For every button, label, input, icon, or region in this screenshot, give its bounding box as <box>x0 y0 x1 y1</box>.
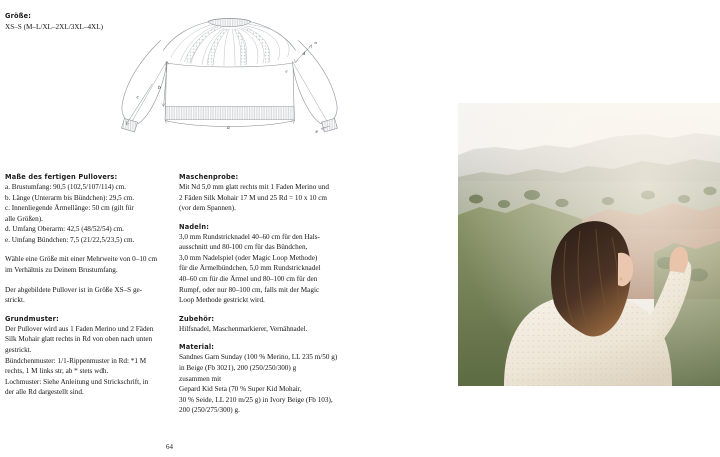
schematic-label-e2: e <box>285 68 288 74</box>
ease-note-line-2: im Verhältnis zu Deinem Brustumfang. <box>5 266 118 275</box>
needles-block <box>179 223 349 306</box>
photo-earring <box>619 277 622 280</box>
measurement-e: e. Umfang Bündchen: 7,5 (21/22,5/23,5) cm. <box>5 235 135 244</box>
needles-line-1: 3,0 mm Rundstricknadel 40–60 cm für den Hals- <box>179 232 320 241</box>
pattern-line-3: gestrickt. <box>5 345 32 354</box>
material-line-6: 200 (250/275/300) g. <box>179 406 240 415</box>
product-photo <box>458 103 720 386</box>
pattern-line-7: der alle Rd dargestellt sind. <box>5 388 84 397</box>
pattern-line-2: Silk Mohair glatt rechts in Rd von oben nach unten <box>5 335 153 344</box>
measurements-heading: Maße des fertigen Pullovers: <box>5 173 118 181</box>
pattern-block <box>5 315 171 398</box>
measurement-d: d. Umfang Oberarm: 42,5 (48/52/54) cm. <box>5 225 124 234</box>
measurement-b: b. Länge (Unterarm bis Bündchen): 29,5 cm. <box>5 193 135 202</box>
needles-line-5: 40–60 cm für die Ärmel und 80–100 cm für den <box>179 275 318 284</box>
material-line-5: 30 % Seide, LL 210 m/25 g) in Ivory Beige (Fb 103), <box>179 395 333 404</box>
schematic-label-e: e <box>315 128 318 135</box>
material-line-3: zusammen mit <box>179 374 222 383</box>
ease-note-line-1: Wähle eine Größe mit einer Mehrweite von 0–10 cm <box>5 255 158 264</box>
notions-block <box>179 315 349 335</box>
schematic-label-c: c <box>136 94 139 101</box>
gauge-line-3: (vor dem Spannen). <box>179 204 236 213</box>
material-line-4: Gepard Kid Seta (70 % Super Kid Mohair, <box>179 385 302 394</box>
middle-text-column <box>179 173 349 416</box>
shown-size-line-2: strickt. <box>5 296 25 305</box>
material-heading: Material: <box>179 343 215 352</box>
schematic-label-a: a <box>227 124 230 131</box>
needles-heading: Nadeln: <box>179 222 210 231</box>
needles-line-7: Loop Methode gestrickt wird. <box>179 296 265 305</box>
notions-line-1: Hilfsnadel, Maschenmarkierer, Vernähnadel. <box>179 324 308 333</box>
gauge-line-2: 2 Fäden Silk Mohair 17 M und 25 Rd = 10 x 10 cm <box>179 193 328 202</box>
size-heading: Größe: <box>5 12 32 20</box>
needles-line-4: für die Ärmelbündchen, 5,0 mm Rundstricknadel <box>179 264 321 273</box>
pattern-line-1: Der Pullover wird aus 1 Faden Merino und 2 Fäden <box>5 324 154 333</box>
notions-heading: Zubehör: <box>179 314 215 323</box>
ease-note-block <box>5 254 171 275</box>
shown-size-line-1: Der abgebildete Pullover ist in Größe XS–S ge- <box>5 285 143 294</box>
page-number: 64 <box>166 443 173 451</box>
pattern-heading: Grundmuster: <box>5 314 59 323</box>
material-block <box>179 343 349 415</box>
material-line-2: in Beige (Fb 3021), 200 (250/250/300) g <box>179 363 297 372</box>
gauge-heading: Maschenprobe: <box>179 173 239 181</box>
size-value: XS–S (M–L/XL–2XL/3XL–4XL) <box>5 23 104 32</box>
left-text-column <box>5 173 171 398</box>
material-line-1: Sandnes Garn Sunday (100 % Merino, LL 235 m/50 g) <box>179 353 338 362</box>
schematic-label-b: b <box>158 85 161 91</box>
gauge-line-1: Mit Nd 5,0 mm glatt rechts mit 1 Faden Merino und <box>179 183 329 191</box>
schematic-label-a2: a <box>314 40 317 45</box>
needles-line-6: Rumpf, oder nur 80–100 cm, falls mit der Magic <box>179 285 320 294</box>
measurement-c: c. Innenliegende Ärmellänge: 50 cm (gilt für <box>5 204 134 213</box>
measurements-block <box>5 173 171 245</box>
gauge-block <box>179 173 349 214</box>
pattern-line-6: Lochmuster: Siehe Anleitung und Strickschrift, in <box>5 377 149 386</box>
schematic-label-d: d <box>302 51 306 57</box>
schematic-drawing <box>96 6 368 158</box>
needles-line-3: 3,0 mm Nadelspiel (oder Magic Loop Methode) <box>179 253 318 262</box>
pattern-line-4: Bündchenmuster: 1/1-Rippenmuster in Rd: *1 M <box>5 356 147 365</box>
pattern-line-5: rechts, 1 M links str, ab * stets wdh. <box>5 367 109 376</box>
measurement-c-cont: alle Größen). <box>5 214 43 223</box>
shown-size-note-block <box>5 285 171 306</box>
needles-line-2: ausschnitt und 80-100 cm für das Bündchen, <box>179 243 308 252</box>
measurement-a: a. Brustumfang: 90,5 (102,5/107/114) cm. <box>5 183 127 191</box>
